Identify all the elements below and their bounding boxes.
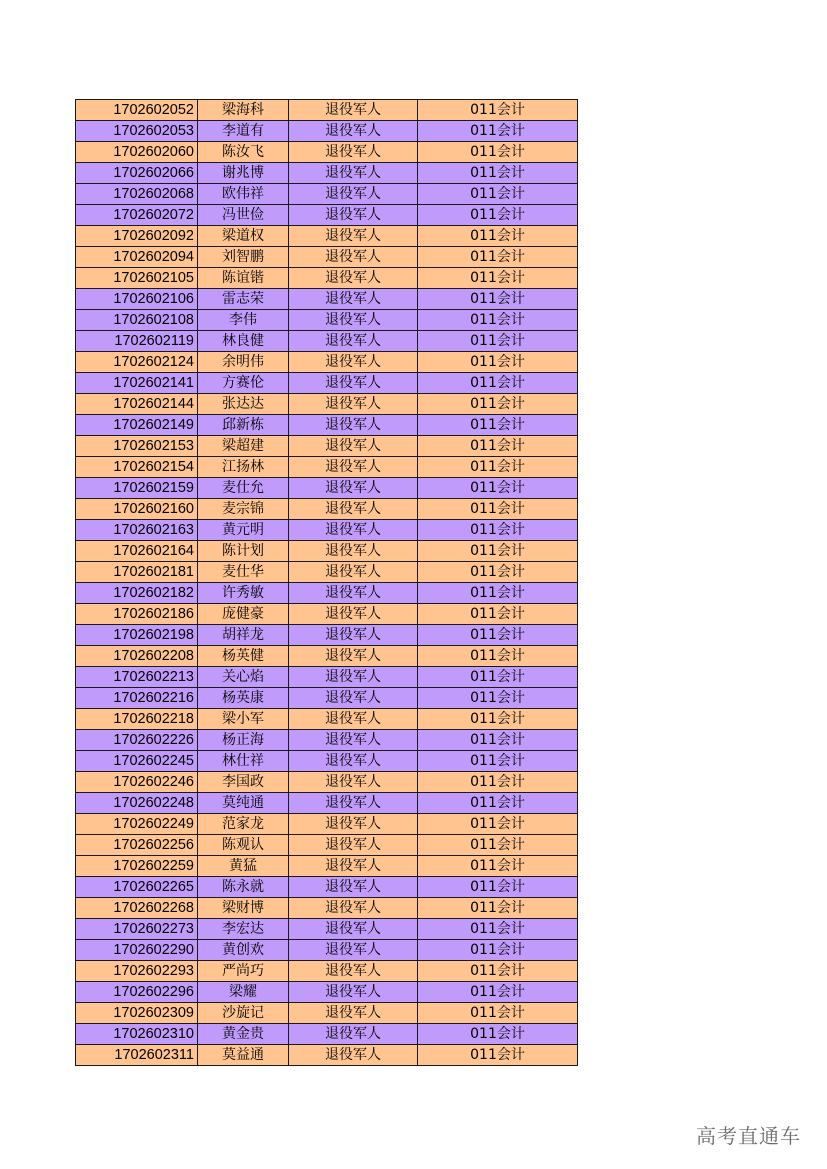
cell-exam-id: 1702602094 bbox=[76, 247, 198, 268]
cell-exam-id: 1702602164 bbox=[76, 541, 198, 562]
cell-category: 退役军人 bbox=[289, 1045, 418, 1066]
cell-name: 莫纯通 bbox=[198, 793, 289, 814]
cell-category: 退役军人 bbox=[289, 772, 418, 793]
cell-major: 011会计 bbox=[418, 331, 578, 352]
cell-major: 011会计 bbox=[418, 205, 578, 226]
table-row bbox=[76, 352, 578, 373]
table-row bbox=[76, 877, 578, 898]
cell-category: 退役军人 bbox=[289, 562, 418, 583]
cell-major: 011会计 bbox=[418, 961, 578, 982]
cell-exam-id: 1702602226 bbox=[76, 730, 198, 751]
table-row bbox=[76, 100, 578, 121]
cell-name: 严尚巧 bbox=[198, 961, 289, 982]
cell-exam-id: 1702602246 bbox=[76, 772, 198, 793]
cell-name: 谢兆博 bbox=[198, 163, 289, 184]
cell-name: 陈谊锴 bbox=[198, 268, 289, 289]
cell-exam-id: 1702602072 bbox=[76, 205, 198, 226]
cell-exam-id: 1702602265 bbox=[76, 877, 198, 898]
table-row bbox=[76, 142, 578, 163]
cell-exam-id: 1702602053 bbox=[76, 121, 198, 142]
cell-category: 退役军人 bbox=[289, 583, 418, 604]
cell-exam-id: 1702602208 bbox=[76, 646, 198, 667]
cell-name: 余明伟 bbox=[198, 352, 289, 373]
cell-category: 退役军人 bbox=[289, 373, 418, 394]
table-row bbox=[76, 268, 578, 289]
cell-name: 黄元明 bbox=[198, 520, 289, 541]
cell-name: 梁海科 bbox=[198, 100, 289, 121]
table-row bbox=[76, 373, 578, 394]
cell-name: 梁超建 bbox=[198, 436, 289, 457]
cell-exam-id: 1702602108 bbox=[76, 310, 198, 331]
cell-exam-id: 1702602124 bbox=[76, 352, 198, 373]
cell-category: 退役军人 bbox=[289, 520, 418, 541]
table-body bbox=[76, 100, 578, 1066]
cell-category: 退役军人 bbox=[289, 856, 418, 877]
cell-name: 杨正海 bbox=[198, 730, 289, 751]
cell-exam-id: 1702602153 bbox=[76, 436, 198, 457]
cell-exam-id: 1702602309 bbox=[76, 1003, 198, 1024]
table-row bbox=[76, 478, 578, 499]
cell-exam-id: 1702602106 bbox=[76, 289, 198, 310]
table-row bbox=[76, 751, 578, 772]
cell-major: 011会计 bbox=[418, 730, 578, 751]
table-row bbox=[76, 499, 578, 520]
cell-exam-id: 1702602218 bbox=[76, 709, 198, 730]
table-row bbox=[76, 331, 578, 352]
table-row bbox=[76, 457, 578, 478]
cell-name: 李宏达 bbox=[198, 919, 289, 940]
cell-category: 退役军人 bbox=[289, 226, 418, 247]
table-row bbox=[76, 436, 578, 457]
cell-category: 退役军人 bbox=[289, 940, 418, 961]
cell-category: 退役军人 bbox=[289, 730, 418, 751]
cell-category: 退役军人 bbox=[289, 415, 418, 436]
cell-exam-id: 1702602186 bbox=[76, 604, 198, 625]
cell-category: 退役军人 bbox=[289, 163, 418, 184]
cell-name: 陈永就 bbox=[198, 877, 289, 898]
student-table bbox=[75, 99, 578, 1066]
table-row bbox=[76, 1024, 578, 1045]
cell-name: 张达达 bbox=[198, 394, 289, 415]
table-row bbox=[76, 646, 578, 667]
cell-major: 011会计 bbox=[418, 562, 578, 583]
cell-major: 011会计 bbox=[418, 898, 578, 919]
cell-exam-id: 1702602181 bbox=[76, 562, 198, 583]
cell-name: 杨英健 bbox=[198, 646, 289, 667]
table-row bbox=[76, 1003, 578, 1024]
cell-name: 胡祥龙 bbox=[198, 625, 289, 646]
table-row bbox=[76, 415, 578, 436]
cell-category: 退役军人 bbox=[289, 121, 418, 142]
cell-category: 退役军人 bbox=[289, 184, 418, 205]
cell-name: 李伟 bbox=[198, 310, 289, 331]
cell-exam-id: 1702602068 bbox=[76, 184, 198, 205]
cell-major: 011会计 bbox=[418, 457, 578, 478]
cell-exam-id: 1702602154 bbox=[76, 457, 198, 478]
cell-major: 011会计 bbox=[418, 226, 578, 247]
cell-exam-id: 1702602256 bbox=[76, 835, 198, 856]
cell-category: 退役军人 bbox=[289, 352, 418, 373]
table-row bbox=[76, 562, 578, 583]
cell-major: 011会计 bbox=[418, 625, 578, 646]
cell-exam-id: 1702602213 bbox=[76, 667, 198, 688]
table-row bbox=[76, 709, 578, 730]
table-row bbox=[76, 961, 578, 982]
cell-name: 黄金贵 bbox=[198, 1024, 289, 1045]
cell-category: 退役军人 bbox=[289, 982, 418, 1003]
cell-category: 退役军人 bbox=[289, 751, 418, 772]
cell-major: 011会计 bbox=[418, 352, 578, 373]
cell-exam-id: 1702602248 bbox=[76, 793, 198, 814]
cell-name: 许秀敏 bbox=[198, 583, 289, 604]
cell-category: 退役军人 bbox=[289, 142, 418, 163]
cell-name: 莫益通 bbox=[198, 1045, 289, 1066]
table-row bbox=[76, 121, 578, 142]
table-row bbox=[76, 205, 578, 226]
cell-major: 011会计 bbox=[418, 436, 578, 457]
cell-name: 关心焰 bbox=[198, 667, 289, 688]
cell-exam-id: 1702602249 bbox=[76, 814, 198, 835]
cell-exam-id: 1702602149 bbox=[76, 415, 198, 436]
cell-name: 邱新栋 bbox=[198, 415, 289, 436]
cell-category: 退役军人 bbox=[289, 499, 418, 520]
cell-exam-id: 1702602310 bbox=[76, 1024, 198, 1045]
table-row bbox=[76, 541, 578, 562]
cell-exam-id: 1702602296 bbox=[76, 982, 198, 1003]
cell-major: 011会计 bbox=[418, 499, 578, 520]
cell-name: 陈计划 bbox=[198, 541, 289, 562]
cell-name: 江扬林 bbox=[198, 457, 289, 478]
cell-exam-id: 1702602141 bbox=[76, 373, 198, 394]
cell-exam-id: 1702602119 bbox=[76, 331, 198, 352]
cell-exam-id: 1702602066 bbox=[76, 163, 198, 184]
cell-category: 退役军人 bbox=[289, 667, 418, 688]
cell-major: 011会计 bbox=[418, 646, 578, 667]
table-row bbox=[76, 184, 578, 205]
cell-name: 梁财博 bbox=[198, 898, 289, 919]
cell-name: 李国政 bbox=[198, 772, 289, 793]
cell-exam-id: 1702602293 bbox=[76, 961, 198, 982]
cell-major: 011会计 bbox=[418, 268, 578, 289]
cell-major: 011会计 bbox=[418, 415, 578, 436]
cell-name: 梁小军 bbox=[198, 709, 289, 730]
table-row bbox=[76, 520, 578, 541]
cell-exam-id: 1702602259 bbox=[76, 856, 198, 877]
table-row bbox=[76, 625, 578, 646]
cell-exam-id: 1702602273 bbox=[76, 919, 198, 940]
cell-major: 011会计 bbox=[418, 793, 578, 814]
cell-category: 退役军人 bbox=[289, 793, 418, 814]
cell-name: 沙旋记 bbox=[198, 1003, 289, 1024]
table-row bbox=[76, 919, 578, 940]
cell-major: 011会计 bbox=[418, 772, 578, 793]
table-row bbox=[76, 604, 578, 625]
table-row bbox=[76, 667, 578, 688]
cell-category: 退役军人 bbox=[289, 310, 418, 331]
table-row bbox=[76, 772, 578, 793]
cell-name: 陈汝飞 bbox=[198, 142, 289, 163]
cell-name: 陈观认 bbox=[198, 835, 289, 856]
cell-category: 退役军人 bbox=[289, 457, 418, 478]
table-row bbox=[76, 394, 578, 415]
cell-major: 011会计 bbox=[418, 1024, 578, 1045]
cell-major: 011会计 bbox=[418, 940, 578, 961]
cell-category: 退役军人 bbox=[289, 877, 418, 898]
cell-name: 欧伟祥 bbox=[198, 184, 289, 205]
cell-major: 011会计 bbox=[418, 919, 578, 940]
cell-major: 011会计 bbox=[418, 520, 578, 541]
cell-name: 庞健豪 bbox=[198, 604, 289, 625]
cell-name: 梁道权 bbox=[198, 226, 289, 247]
cell-name: 刘智鹏 bbox=[198, 247, 289, 268]
cell-category: 退役军人 bbox=[289, 709, 418, 730]
cell-category: 退役军人 bbox=[289, 604, 418, 625]
cell-exam-id: 1702602163 bbox=[76, 520, 198, 541]
table-row bbox=[76, 982, 578, 1003]
cell-name: 麦宗锦 bbox=[198, 499, 289, 520]
cell-name: 林仕祥 bbox=[198, 751, 289, 772]
table-row bbox=[76, 247, 578, 268]
cell-major: 011会计 bbox=[418, 289, 578, 310]
cell-exam-id: 1702602052 bbox=[76, 100, 198, 121]
cell-name: 林良健 bbox=[198, 331, 289, 352]
table-row bbox=[76, 730, 578, 751]
cell-major: 011会计 bbox=[418, 478, 578, 499]
cell-exam-id: 1702602245 bbox=[76, 751, 198, 772]
cell-name: 梁耀 bbox=[198, 982, 289, 1003]
table-row bbox=[76, 289, 578, 310]
cell-major: 011会计 bbox=[418, 583, 578, 604]
cell-exam-id: 1702602092 bbox=[76, 226, 198, 247]
cell-major: 011会计 bbox=[418, 751, 578, 772]
table-row bbox=[76, 793, 578, 814]
cell-category: 退役军人 bbox=[289, 814, 418, 835]
cell-exam-id: 1702602198 bbox=[76, 625, 198, 646]
cell-exam-id: 1702602290 bbox=[76, 940, 198, 961]
cell-category: 退役军人 bbox=[289, 541, 418, 562]
cell-name: 麦仕允 bbox=[198, 478, 289, 499]
cell-category: 退役军人 bbox=[289, 919, 418, 940]
cell-exam-id: 1702602216 bbox=[76, 688, 198, 709]
cell-category: 退役军人 bbox=[289, 625, 418, 646]
table-row bbox=[76, 310, 578, 331]
cell-major: 011会计 bbox=[418, 142, 578, 163]
cell-category: 退役军人 bbox=[289, 478, 418, 499]
cell-major: 011会计 bbox=[418, 100, 578, 121]
cell-category: 退役军人 bbox=[289, 1003, 418, 1024]
cell-major: 011会计 bbox=[418, 541, 578, 562]
cell-major: 011会计 bbox=[418, 1003, 578, 1024]
cell-category: 退役军人 bbox=[289, 646, 418, 667]
cell-major: 011会计 bbox=[418, 373, 578, 394]
table-row bbox=[76, 835, 578, 856]
cell-category: 退役军人 bbox=[289, 247, 418, 268]
cell-exam-id: 1702602060 bbox=[76, 142, 198, 163]
cell-major: 011会计 bbox=[418, 394, 578, 415]
cell-major: 011会计 bbox=[418, 184, 578, 205]
cell-exam-id: 1702602160 bbox=[76, 499, 198, 520]
watermark-text: 高考直通车 bbox=[696, 1124, 801, 1148]
cell-name: 方赛伦 bbox=[198, 373, 289, 394]
table-row bbox=[76, 1045, 578, 1066]
cell-major: 011会计 bbox=[418, 163, 578, 184]
table-row bbox=[76, 940, 578, 961]
table-row bbox=[76, 583, 578, 604]
cell-major: 011会计 bbox=[418, 835, 578, 856]
cell-name: 麦仕华 bbox=[198, 562, 289, 583]
cell-exam-id: 1702602311 bbox=[76, 1045, 198, 1066]
cell-major: 011会计 bbox=[418, 247, 578, 268]
cell-category: 退役军人 bbox=[289, 205, 418, 226]
cell-major: 011会计 bbox=[418, 814, 578, 835]
table-row bbox=[76, 856, 578, 877]
cell-category: 退役军人 bbox=[289, 961, 418, 982]
cell-category: 退役军人 bbox=[289, 436, 418, 457]
cell-name: 范家龙 bbox=[198, 814, 289, 835]
cell-name: 黄创欢 bbox=[198, 940, 289, 961]
cell-exam-id: 1702602268 bbox=[76, 898, 198, 919]
table-row bbox=[76, 226, 578, 247]
cell-exam-id: 1702602144 bbox=[76, 394, 198, 415]
cell-category: 退役军人 bbox=[289, 688, 418, 709]
cell-major: 011会计 bbox=[418, 604, 578, 625]
cell-category: 退役军人 bbox=[289, 394, 418, 415]
table-row bbox=[76, 688, 578, 709]
cell-category: 退役军人 bbox=[289, 1024, 418, 1045]
cell-exam-id: 1702602159 bbox=[76, 478, 198, 499]
table-row bbox=[76, 814, 578, 835]
cell-name: 黄猛 bbox=[198, 856, 289, 877]
cell-name: 李道有 bbox=[198, 121, 289, 142]
cell-major: 011会计 bbox=[418, 982, 578, 1003]
cell-category: 退役军人 bbox=[289, 898, 418, 919]
cell-major: 011会计 bbox=[418, 688, 578, 709]
cell-exam-id: 1702602182 bbox=[76, 583, 198, 604]
cell-major: 011会计 bbox=[418, 310, 578, 331]
cell-category: 退役军人 bbox=[289, 268, 418, 289]
cell-major: 011会计 bbox=[418, 856, 578, 877]
cell-name: 杨英康 bbox=[198, 688, 289, 709]
cell-major: 011会计 bbox=[418, 709, 578, 730]
cell-major: 011会计 bbox=[418, 1045, 578, 1066]
cell-category: 退役军人 bbox=[289, 289, 418, 310]
cell-category: 退役军人 bbox=[289, 100, 418, 121]
cell-major: 011会计 bbox=[418, 667, 578, 688]
cell-name: 冯世俭 bbox=[198, 205, 289, 226]
table-row bbox=[76, 163, 578, 184]
cell-major: 011会计 bbox=[418, 877, 578, 898]
cell-category: 退役军人 bbox=[289, 835, 418, 856]
cell-major: 011会计 bbox=[418, 121, 578, 142]
cell-name: 雷志荣 bbox=[198, 289, 289, 310]
cell-exam-id: 1702602105 bbox=[76, 268, 198, 289]
cell-category: 退役军人 bbox=[289, 331, 418, 352]
table-row bbox=[76, 898, 578, 919]
